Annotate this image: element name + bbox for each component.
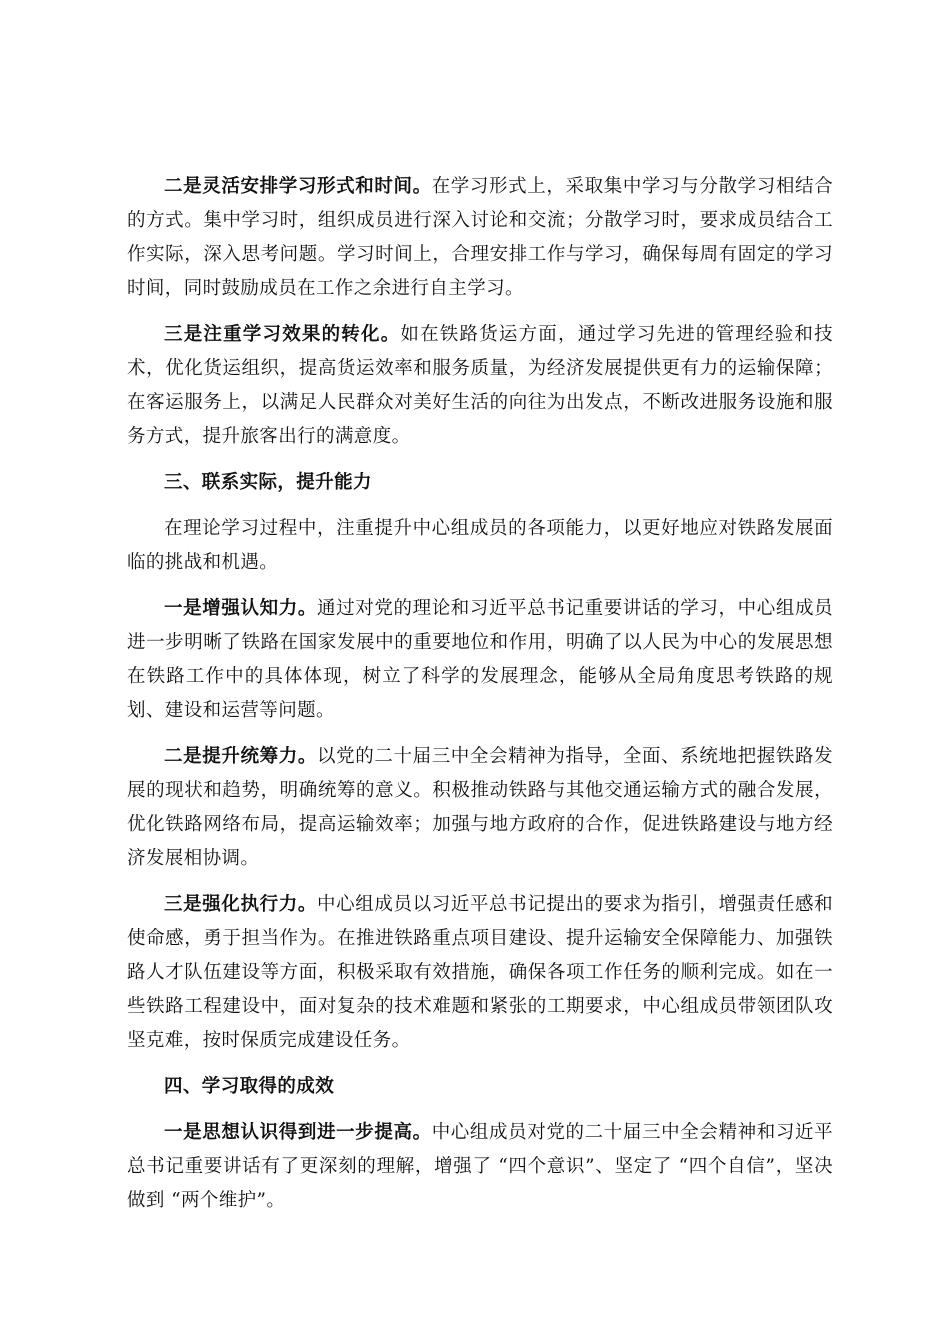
paragraph-text: 如在铁路货运方面，通过学习先进的管理经验和技术，优化货运组织，提高货运效率和服务质量，为经济发展提供更有力的运输保障；在客运服务上，以满足人民群众对美好生活的向往为出发点，不断改进服务设施和服务方式，提升旅客出行的满意度。 <box>127 324 833 447</box>
paragraph-lead: 三是强化执行力。 <box>164 894 317 915</box>
paragraph-lead: 二是提升统筹力。 <box>164 746 317 767</box>
paragraph-learning-effect <box>127 318 833 454</box>
paragraph-section-3-intro <box>127 512 833 580</box>
paragraph-text: 在理论学习过程中，注重提升中心组成员的各项能力，以更好地应对铁路发展面临的挑战和机遇。 <box>127 518 833 573</box>
paragraph-text: 通过对党的理论和习近平总书记重要讲话的学习，中心组成员进一步明晰了铁路在国家发展中的重要地位和作用，明确了以人民为中心的发展思想在铁路工作中的具体体现，树立了科学的发展理念，能够从全局角度思考铁路的规划、建设和运营等问题。 <box>127 598 833 721</box>
paragraph-thinking-improved <box>127 1116 833 1218</box>
paragraph-lead: 一是增强认知力。 <box>164 598 317 619</box>
paragraph-lead: 三是注重学习效果的转化。 <box>164 324 401 345</box>
section-heading-3: 三、联系实际，提升能力 <box>164 472 372 493</box>
paragraph-lead: 二是灵活安排学习形式和时间。 <box>164 176 432 197</box>
paragraph-flexible-learning <box>127 170 833 306</box>
paragraph-text: 以党的二十届三中全会精神为指导，全面、系统地把握铁路发展的现状和趋势，明确统筹的意义。积极推动铁路与其他交通运输方式的融合发展，优化铁路网络布局，提高运输效率；加强与地方政府的合作，促进铁路建设与地方经济发展相协调。 <box>127 746 833 869</box>
document-body <box>127 170 833 1230</box>
paragraph-text: 中心组成员对党的二十届三中全会精神和习近平总书记重要讲话有了更深刻的理解，增强了 “四个意识”、坚定了 “四个自信”，坚决做到 “两个维护”。 <box>127 1122 833 1211</box>
section-heading-4: 四、学习取得的成效 <box>164 1076 335 1097</box>
paragraph-text: 中心组成员以习近平总书记提出的要求为指引，增强责任感和使命感，勇于担当作为。在推进铁路重点项目建设、提升运输安全保障能力、加强铁路人才队伍建设等方面，积极采取有效措施，确保各项工作任务的顺利完成。如在一些铁路工程建设中，面对复杂的技术难题和紧张的工期要求，中心组成员带领团队攻坚克难，按时保质完成建设任务。 <box>127 894 833 1051</box>
paragraph-execution <box>127 888 833 1058</box>
paragraph-coordination <box>127 740 833 876</box>
paragraph-lead: 一是思想认识得到进一步提高。 <box>164 1122 432 1143</box>
paragraph-cognition <box>127 592 833 728</box>
paragraph-text: 在学习形式上，采取集中学习与分散学习相结合的方式。集中学习时，组织成员进行深入讨论和交流；分散学习时，要求成员结合工作实际，深入思考问题。学习时间上，合理安排工作与学习，确保每周有固定的学习时间，同时鼓励成员在工作之余进行自主学习。 <box>127 176 833 299</box>
